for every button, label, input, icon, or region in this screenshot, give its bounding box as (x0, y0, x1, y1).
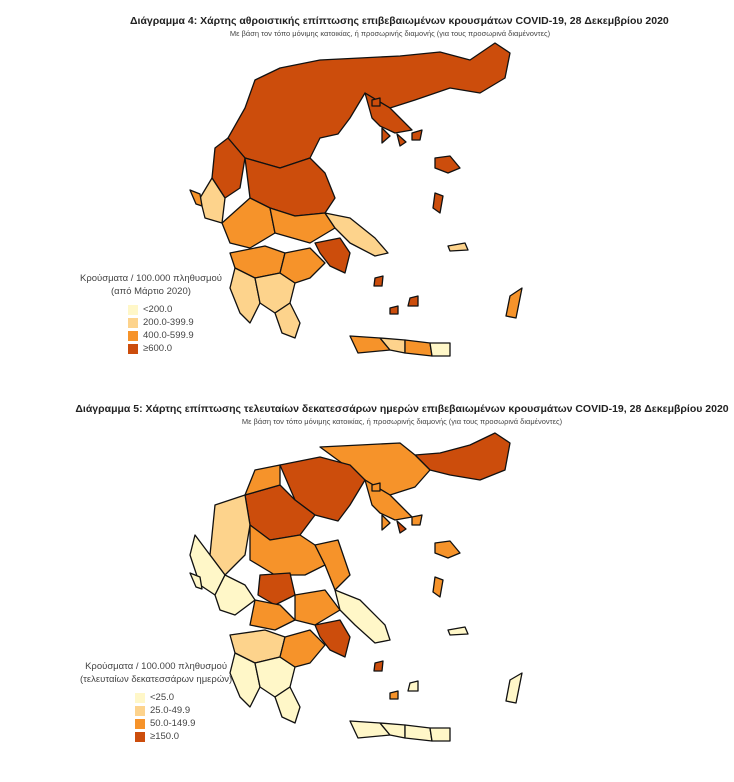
legend-item (135, 717, 232, 730)
region-cyclades-3 (390, 691, 398, 699)
region-samos (448, 627, 468, 635)
region-thessaly-south (258, 573, 295, 605)
swatch-c3 (128, 331, 138, 341)
region-crete-heraklion (405, 725, 432, 741)
region-chalkidiki-3 (397, 134, 406, 146)
legend-label: 200.0-399.9 (143, 317, 194, 328)
legend-title-line2: (από Μάρτιο 2020) (111, 286, 191, 297)
region-thrace-east (415, 433, 510, 480)
swatch-c2 (135, 706, 145, 716)
region-cyclades-2 (408, 296, 418, 306)
legend-item (135, 730, 232, 743)
region-thasos (372, 483, 380, 491)
swatch-c4 (128, 344, 138, 354)
region-cyclades-1 (374, 661, 383, 671)
region-rhodes (506, 288, 522, 318)
region-crete-heraklion (405, 340, 432, 356)
region-lesvos (435, 541, 460, 558)
swatch-c1 (128, 305, 138, 315)
legend-item (135, 704, 232, 717)
legend-title-line2: (τελευταίων δεκατεσσάρων ημερών) (80, 674, 233, 685)
region-chalkidiki-3 (397, 521, 406, 533)
map1-legend (80, 272, 222, 355)
legend-item (128, 316, 222, 329)
region-limnos (412, 515, 422, 525)
region-viotia (295, 590, 340, 625)
legend-item (128, 329, 222, 342)
region-thasos (372, 98, 380, 106)
region-cyclades-1 (374, 276, 383, 286)
legend-label: 25.0-49.9 (150, 705, 191, 716)
region-rhodes (506, 673, 522, 703)
map1-subtitle: Με βάση τον τόπο μόνιμης κατοικίας, ή προσωρινής διαμονής (για τους προσωρινά διαμένοντες) (229, 29, 551, 38)
map2-title: Διάγραμμα 5: Χάρτης επίπτωσης τελευταίων δεκατεσσάρων ημερών επιβεβαιωμένων κρουσμάτων COVID-19, 28 Δεκεμβρίου 2020 (75, 403, 729, 415)
region-corfu (190, 190, 202, 206)
region-argolida (280, 248, 325, 283)
legend-title-line1: Κρούσματα / 100.000 πληθυσμού (80, 273, 222, 284)
legend-item (135, 691, 232, 704)
region-chios (433, 193, 443, 213)
map2-subtitle: Με βάση τον τόπο μόνιμης κατοικίας, ή προσωρινής διαμονής (για τους προσωρινά διαμένοντες) (241, 417, 563, 426)
legend-label: 50.0-149.9 (150, 718, 196, 729)
region-limnos (412, 130, 422, 140)
map1-title: Διάγραμμα 4: Χάρτης αθροιστικής επίπτωσης επιβεβαιωμένων κρουσμάτων COVID-19, 28 Δεκεμβρίου 2020 (130, 15, 669, 27)
legend-label: <25.0 (150, 692, 175, 703)
legend-label: <200.0 (143, 304, 173, 315)
region-crete-lasithi (430, 343, 450, 356)
legend-item (128, 303, 222, 316)
region-crete-lasithi (430, 728, 450, 741)
region-lesvos (435, 156, 460, 173)
legend-label: 400.0-599.9 (143, 330, 194, 341)
region-cyclades-3 (390, 306, 398, 314)
region-chios (433, 577, 443, 597)
legend-title-line1: Κρούσματα / 100.000 πληθυσμού (85, 661, 228, 672)
swatch-c3 (135, 719, 145, 729)
region-fokida (250, 600, 295, 630)
map2-legend (80, 660, 232, 743)
swatch-c1 (135, 693, 145, 703)
legend-label: ≥600.0 (143, 343, 172, 354)
legend-item (128, 342, 222, 355)
swatch-c4 (135, 732, 145, 742)
swatch-c2 (128, 318, 138, 328)
legend-label: ≥150.0 (150, 731, 179, 742)
region-samos (448, 243, 468, 251)
region-argolida (280, 630, 325, 667)
region-cyclades-2 (408, 681, 418, 691)
